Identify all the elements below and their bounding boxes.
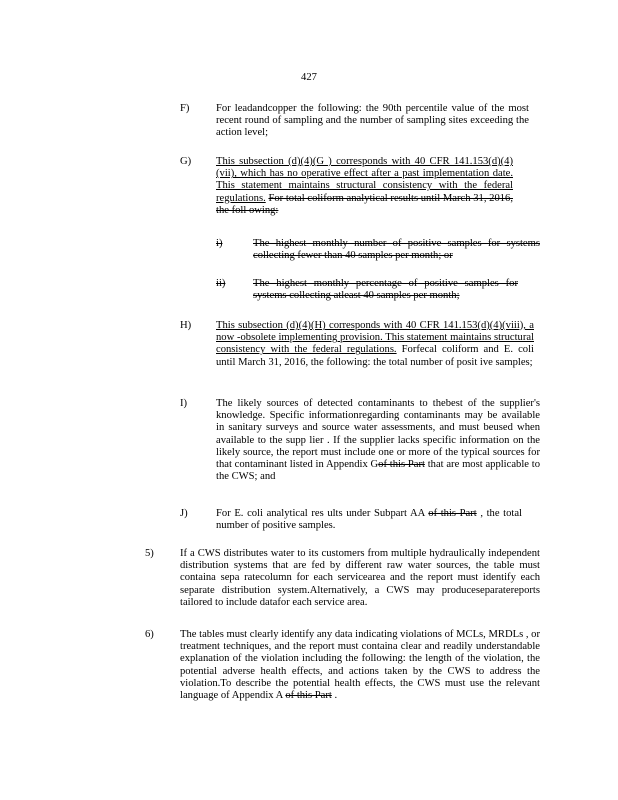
- inserted-text: This subsection (d)(4)(G ) corresponds with 40 CFR 141.153(d)(4)(vii), which has no operative effect after a past implementation date. This statement maintains structural consistency with the federal regulations.: [216, 156, 513, 204]
- paragraph-text: [180, 629, 540, 702]
- deleted-text: of this Part: [285, 690, 332, 702]
- item-label: I): [180, 398, 188, 409]
- item-text: [216, 320, 534, 369]
- item-label: i): [216, 238, 223, 249]
- deleted-text: of this Part: [378, 459, 425, 471]
- item-text: [216, 156, 513, 217]
- item-text: For leadandcopper the following: the 90th percentile value of the most recent round of sampling and the number of sampling sites exceeding the action level;: [216, 103, 529, 139]
- paragraph-label: 6): [145, 629, 154, 640]
- deleted-text: The highest monthly number of positive samples for systems collecting fewer than 40 samples per month; or: [253, 238, 540, 262]
- item-text-part: , the total number of positive samples.: [216, 508, 522, 532]
- item-label: F): [180, 103, 190, 114]
- item-label: ii): [216, 278, 226, 289]
- paragraph-text-part: .: [331, 690, 338, 702]
- item-text: [216, 398, 540, 483]
- item-text: [216, 508, 522, 532]
- paragraph-text: If a CWS distributes water to its customers from multiple hydraulically independent distribution systems that are fed by different raw water sources, the table must containa sepa ratecolumn for each servicearea and the report must identify each separate distribution system.Alternatively, a CWS may produceseparatereports tailored to include datafor each service area.: [180, 548, 540, 608]
- inserted-text: This subsection (d)(4)(H) corresponds with 40 CFR 141.153(d)(4)(viii), a now -obsolete implementing provision. This statement maintains structural consistency with the federal regulations.: [216, 320, 534, 356]
- paragraph-text-part: The tables must clearly identify any data indicating violations of MCLs, MRDLs , or treatment techniques, and the report must containa clear and readily understandable explanation of the violation including the following: the length of the violation, the potential adverse health effects, and actions taken by the CWS to address the violation.To describe the potential health effects, the CWS must use the relevant language of Appendix A: [180, 629, 540, 702]
- deleted-text: For total coliform analytical results until March 31, 2016, the foll owing:: [216, 192, 513, 216]
- item-text-part: that are most applicable to the CWS; and: [216, 459, 540, 483]
- paragraph-label: 5): [145, 548, 154, 559]
- deleted-text: The highest monthly percentage of positive samples for systems collecting atleast 40 samples per month;: [253, 278, 518, 302]
- item-text-rest: Forfecal coliform and E. coli until March 31, 2016, the following: the total number of posit ive samples;: [216, 344, 534, 368]
- page-number: 427: [301, 72, 317, 83]
- item-text-part: The likely sources of detected contaminants to thebest of the supplier's knowledge. Specific informationregarding contaminants may be available in sanitary surveys and source water assessments, and must beused when available to the supp lier . If the supplier lacks specific information on the likely source, the report must include one or more of the typical sources for that contaminant listed in Appendix G: [216, 398, 540, 471]
- deleted-text: of this Part: [428, 508, 477, 519]
- item-label: G): [180, 156, 192, 167]
- item-text-part: For E. coli analytical res ults under Subpart AA: [216, 508, 429, 519]
- item-label: J): [180, 508, 188, 519]
- item-label: H): [180, 320, 192, 331]
